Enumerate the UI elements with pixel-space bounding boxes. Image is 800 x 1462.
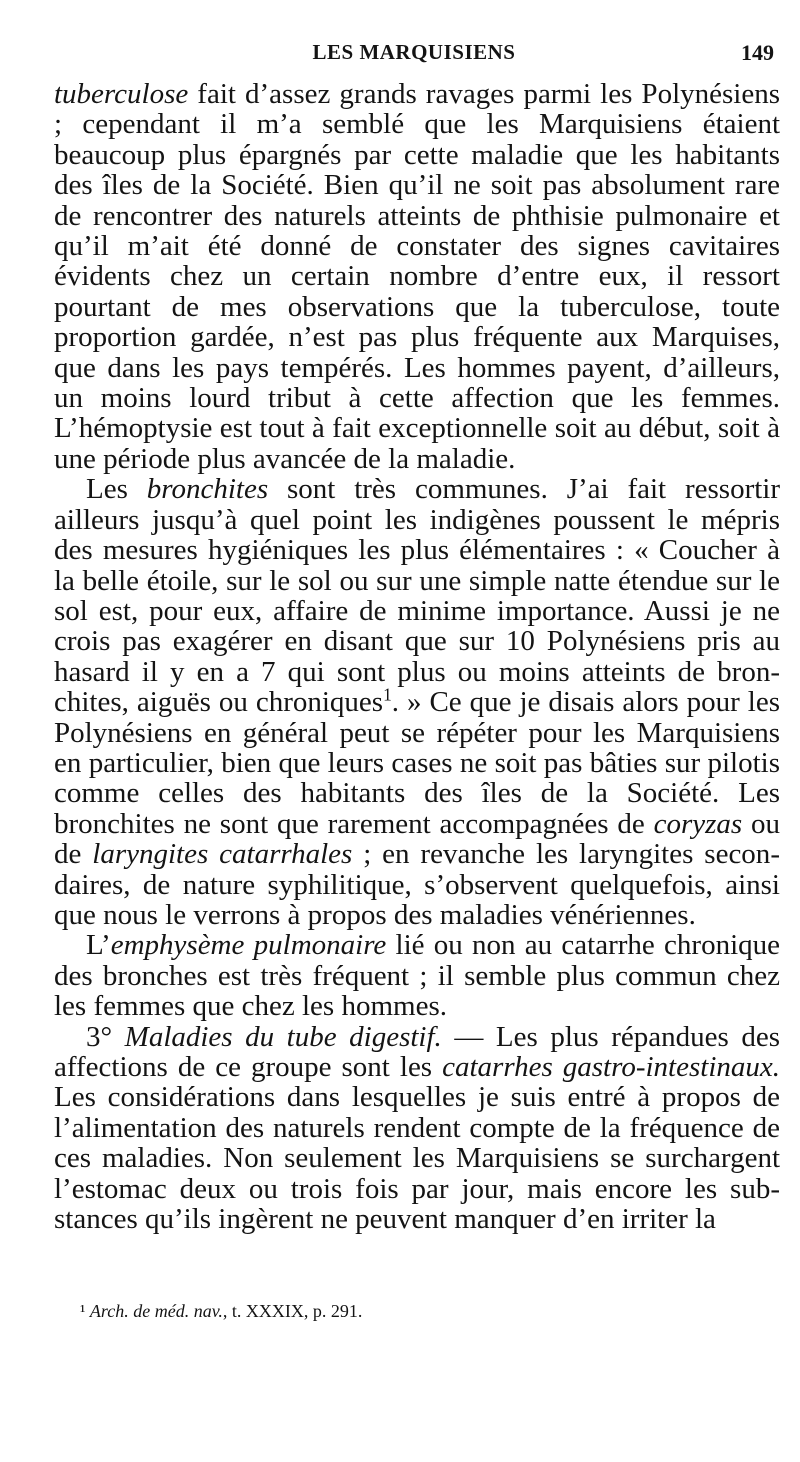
text-run: lié ou non au catarrhe chronique des bronches est très fréquent ; il semble plus commun chez les femmes que chez les hommes. — [54, 929, 780, 1023]
text-run: — Les plus répandues des affections de ce groupe sont les — [54, 1020, 780, 1083]
text-run: sont très communes. J’ai fait ressortir ailleurs jusqu’à quel point les indigènes poussent le mépris des mesures hygiéniques les plus élémentaires : « Coucher à la belle étoile, sur le sol ou sur une simple natte étendue sur le sol est, pour eux, affaire de minime importance. Aussi je ne crois pas exagérer en disant que sur 10 Polynésiens pris au hasard il y en a 7 qui sont plus ou moins atteints de bronchites, aiguës ou chroniques — [54, 473, 780, 719]
footnote — [80, 1300, 362, 1322]
text-run: . » Ce que je disais alors pour les Polynésiens en général peut se répéter pour les Marquisiens en particulier, bien que leurs cases ne soit pas bâties sur pilotis comme celles des habitants des îles de la Société. Les bronchites ne sont que rarement accompagnées de — [54, 686, 780, 840]
text-run: ou de — [54, 807, 781, 871]
italic-run: coryzas — [653, 807, 743, 840]
footnote-ref-marker: 1 — [383, 684, 392, 705]
italic-run: laryngites catarrhales — [92, 838, 353, 871]
paragraph-tube-digestif — [54, 1022, 780, 1235]
italic-run: emphysème pulmonaire — [110, 929, 387, 962]
text-run: Les considérations dans lesquelles je suis entré à propos de l’alimentation des naturels rendent compte de la fréquence de ces maladies. Non seulement les Marquisiens se surchargent l’estomac deux ou trois fois par jour, mais encore les substances qu’ils ingèrent ne peuvent manquer d’en irriter la — [54, 1081, 780, 1236]
italic-run: tuberculose — [54, 78, 189, 110]
paragraph-tuberculose — [54, 79, 780, 474]
italic-run: Maladies du tube digestif. — [124, 1020, 442, 1053]
text-run: ; en revanche les laryngites secondaires, de nature syphilitique, s’observent quelquefois, ainsi que nous le verrons à propos des maladies vénériennes. — [54, 838, 780, 931]
paragraph-bronchites — [54, 474, 780, 930]
footnote-reference: , t. XXXIX, p. 291. — [222, 1301, 363, 1321]
body-text — [54, 79, 780, 1234]
italic-run: bronchites — [146, 473, 269, 506]
text-run: 3° — [86, 1020, 125, 1053]
paragraph-emphyseme — [54, 930, 780, 1021]
page-header — [54, 40, 774, 72]
page-number: 149 — [741, 40, 774, 65]
footnote-marker: ¹ — [80, 1301, 86, 1321]
text-run: Les — [86, 473, 147, 506]
text-run: L’ — [86, 929, 111, 962]
footnote-source: Arch. de méd. nav. — [89, 1301, 223, 1321]
italic-run: catarrhes gastro-intestinaux. — [442, 1051, 780, 1083]
text-run: fait d’assez grands ravages parmi les Polynésiens ; cependant il m’a semblé que les Marquisiens étaient beaucoup plus épargnés par cette maladie que les habitants des îles de la Société. Bien qu’il ne soit pas absolument rare de rencontrer des naturels atteints de phthisie pulmonaire et qu’il m’ait été donné de constater des signes cavitaires évidents chez un certain nombre d’entre eux, il ressort pourtant de mes observations que la tuberculose, toute proportion gardée, n’est pas plus fréquente aux Marquises, que dans les pays tempérés. Les hommes payent, d’ailleurs, un moins lourd tribut à cette affection que les femmes. L’hémoptysie est tout à fait exceptionnelle soit au début, soit à une période plus avancée de la maladie. — [54, 78, 780, 475]
running-title: LES MARQUISIENS — [312, 40, 516, 64]
